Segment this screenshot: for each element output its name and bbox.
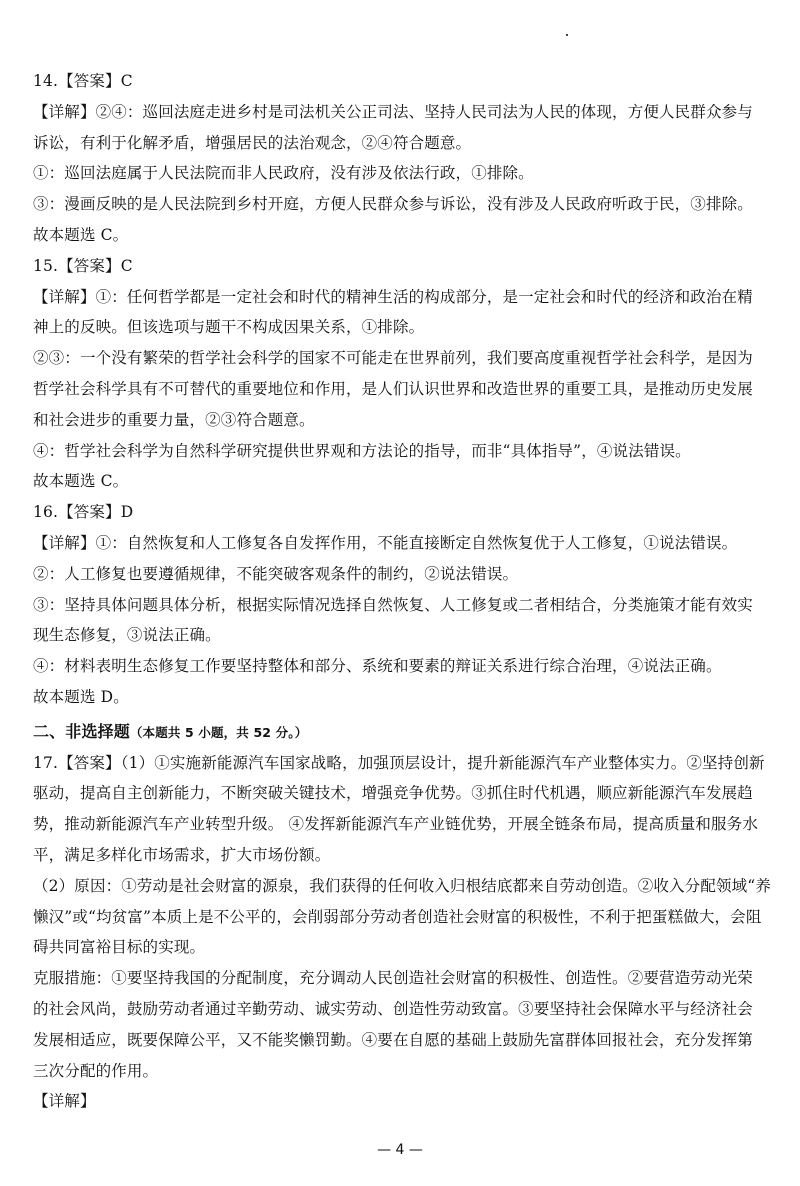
q17-answer-line: 势，推动新能源汽车产业转型升级。 ④发挥新能源汽车产业链优势，开展全链条布局，提高质量和服务水 [33, 815, 758, 834]
q15-conclusion: 故本题选 C。 [33, 472, 129, 491]
q16-explanation-line: ④：材料表明生态修复工作要坚持整体和部分、系统和要素的辩证关系进行综合治理，④说法正确。 [33, 657, 722, 676]
answer-content [33, 66, 773, 1117]
q16-explanation-line: ②：人工修复也要遵循规律，不能突破客观条件的制约，②说法错误。 [33, 564, 519, 583]
q16-conclusion: 故本题选 D。 [33, 687, 129, 706]
q17-explanation-label: 【详解】 [33, 1092, 96, 1111]
q17-measures-line: 发展相适应，既要保障公平，又不能奖懒罚勤。④要在自愿的基础上鼓励先富群体回报社会，充分发挥第 [33, 1030, 753, 1049]
q17-part2-line: （2）原因：①劳动是社会财富的源泉，我们获得的任何收入归根结底都来自劳动创造。②收入分配领域“养 [33, 876, 771, 895]
section-heading: 二、非选择题 [33, 721, 130, 741]
page-number: — 4 — [377, 1142, 423, 1158]
q17-part2-line: 碍共同富裕目标的实现。 [33, 938, 206, 957]
q16-explanation-line: ③：坚持具体问题具体分析，根据实际情况选择自然恢复、人工修复或二者相结合，分类施策才能有效实 [33, 595, 753, 614]
q15-explanation-line: ④：哲学社会科学为自然科学研究提供世界观和方法论的指导，而非“具体指导”，④说法错误。 [33, 441, 691, 460]
q17-measures-line: 克服措施：①要坚持我国的分配制度，充分调动人民创造社会财富的积极性、创造性。②要营造劳动光荣 [33, 969, 753, 988]
q15-explanation-line: 哲学社会科学具有不可替代的重要地位和作用，是人们认识世界和改造世界的重要工具，是推动历史发展 [33, 379, 753, 398]
q15-explanation-line: 和社会进步的重要力量，②③符合题意。 [33, 410, 315, 429]
q14-explanation-line: 诉讼，有利于化解矛盾，增强居民的法治观念，②④符合题意。 [33, 133, 472, 152]
q16-explanation-line: 现生态修复，③说法正确。 [33, 626, 221, 645]
section-heading-row [33, 717, 773, 748]
q16-explanation-line: 【详解】①：自然恢复和人工修复各自发挥作用，不能直接断定自然恢复优于人工修复，①说法错误。 [33, 533, 738, 552]
q16-answer: 16.【答案】D [33, 503, 134, 522]
q14-explanation-line: 【详解】②④：巡回法庭走进乡村是司法机关公正司法、坚持人民司法为人民的体现，方便人民群众参与 [33, 102, 753, 121]
q17-answer-line: 平，满足多样化市场需求，扩大市场份额。 [33, 845, 331, 864]
scan-dot [566, 34, 568, 36]
q17-answer-line: 驱动，提高自主创新能力，不断突破关键技术，增强竞争优势。③抓住时代机遇，顺应新能源汽车发展趋 [33, 784, 753, 803]
q14-explanation-line: ③：漫画反映的是人民法院到乡村开庭，方便人民群众参与诉讼，没有涉及人民政府听政于民，③排除。 [33, 195, 753, 214]
section-note: （本题共 5 小题，共 52 分。） [129, 724, 308, 740]
q14-answer: 14.【答案】C [33, 72, 133, 90]
q15-explanation-line: ②③：一个没有繁荣的哲学社会科学的国家不可能走在世界前列，我们要高度重视哲学社会科学，是因为 [33, 349, 753, 368]
q15-explanation-line: 神上的反映。但该选项与题干不构成因果关系，①排除。 [33, 318, 425, 337]
q14-conclusion: 故本题选 C。 [33, 225, 129, 244]
q17-measures-line: 三次分配的作用。 [33, 1061, 159, 1080]
q15-explanation-line: 【详解】①：任何哲学都是一定社会和时代的精神生活的构成部分，是一定社会和时代的经济和政治在精 [33, 287, 753, 306]
q14-explanation-line: ①：巡回法庭属于人民法院而非人民政府，没有涉及依法行政，①排除。 [33, 164, 534, 183]
q17-answer-line: 17.【答案】（1）①实施新能源汽车国家战略，加强顶层设计，提升新能源汽车产业整体实力。②坚持创新 [33, 753, 765, 772]
q17-measures-line: 的社会风尚，鼓励劳动者通过辛勤劳动、诚实劳动、创造性劳动致富。③要坚持社会保障水平与经济社会 [33, 999, 753, 1018]
q15-answer: 15.【答案】C [33, 256, 133, 275]
q17-part2-line: 懒汉”或“均贫富”本质上是不公平的，会削弱部分劳动者创造社会财富的积极性，不利于把蛋糕做大，会阻 [33, 907, 762, 926]
